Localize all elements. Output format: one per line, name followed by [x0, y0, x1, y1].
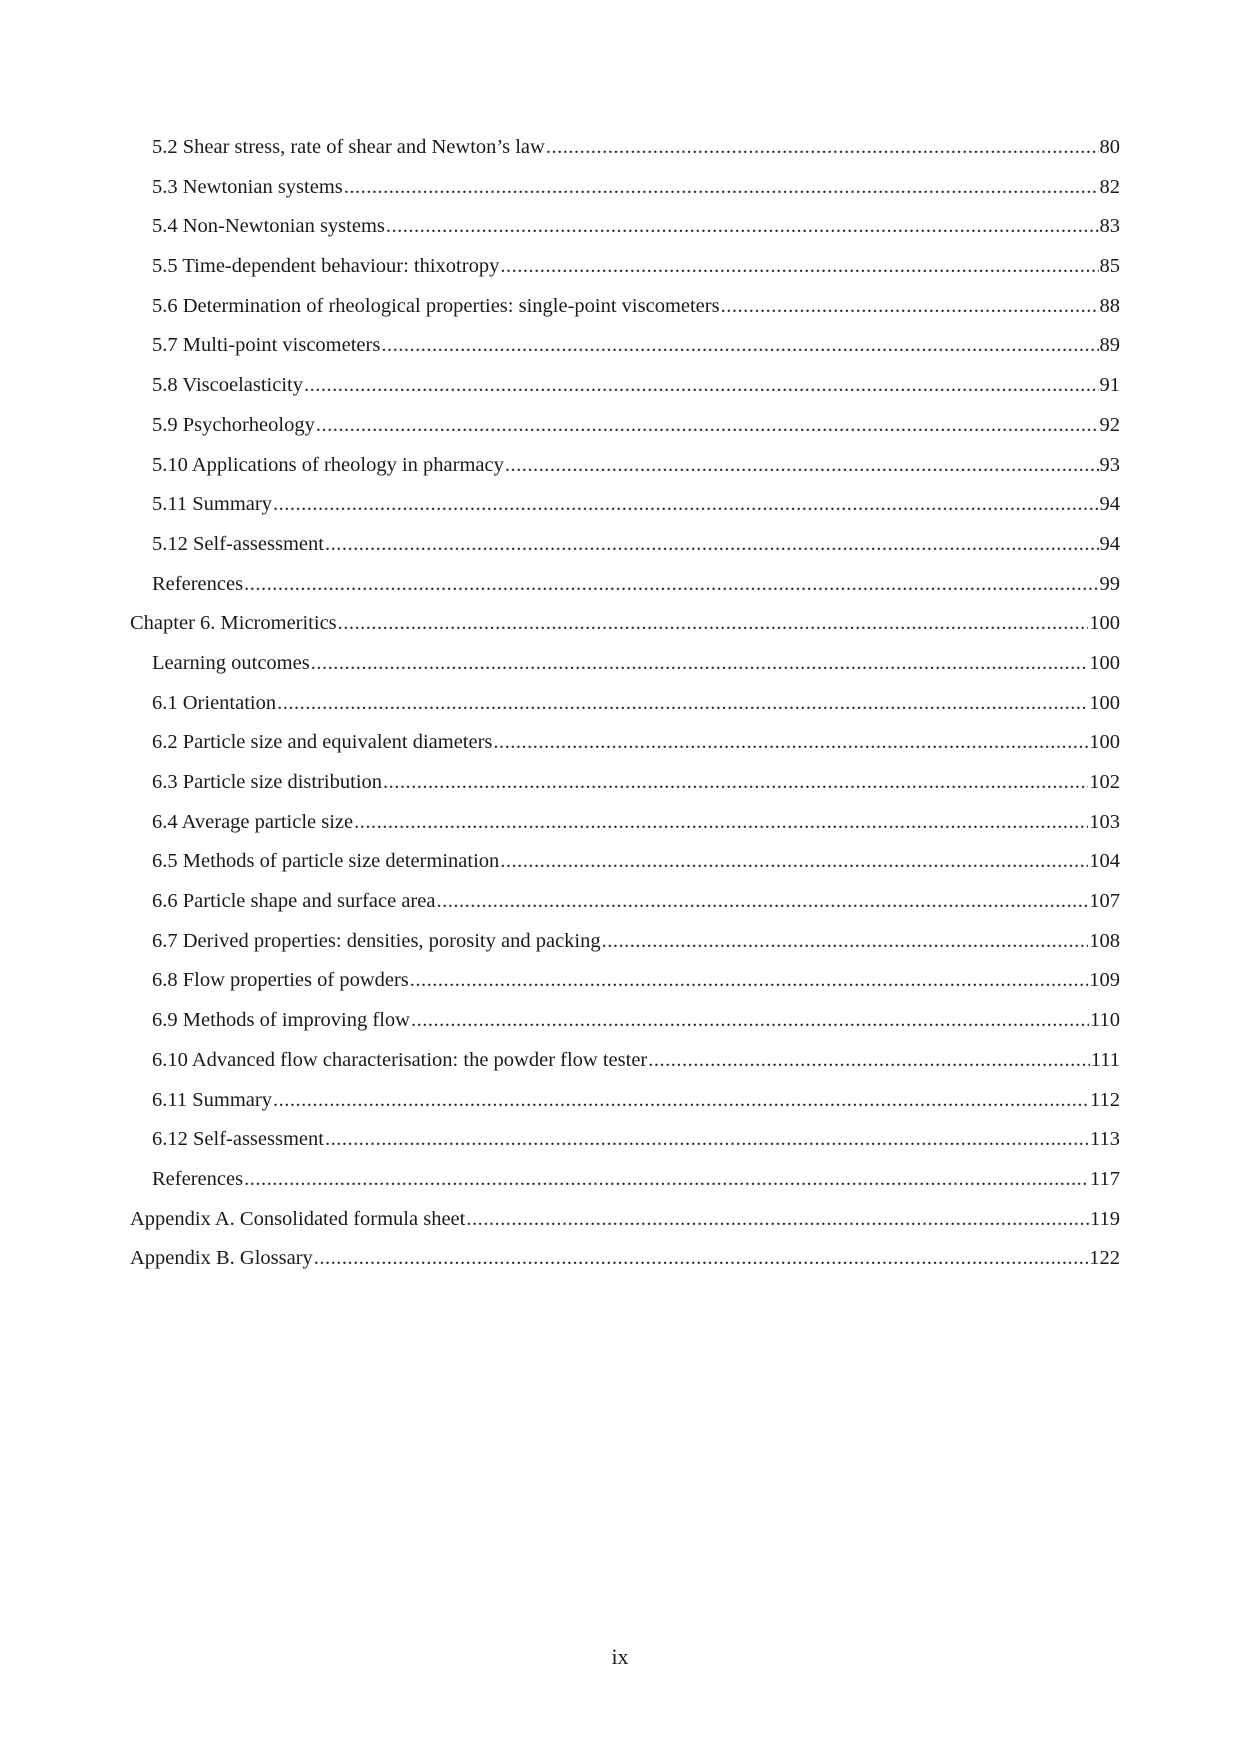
toc-entry-page: 108 — [1089, 929, 1120, 952]
toc-entry[interactable] — [130, 1160, 1120, 1200]
toc-dot-leader — [244, 565, 1098, 605]
toc-dot-leader — [500, 842, 1088, 882]
toc-entry-title: 5.4 Non-Newtonian systems — [152, 215, 385, 238]
toc-entry-title: 5.3 Newtonian systems — [152, 175, 343, 198]
toc-entry-title: 6.9 Methods of improving flow — [152, 1009, 410, 1032]
toc-entry[interactable] — [130, 287, 1120, 327]
toc-entry-page: 85 — [1099, 255, 1120, 278]
toc-entry-page: 122 — [1089, 1247, 1120, 1270]
toc-dot-leader — [493, 723, 1088, 763]
toc-entry-title: 5.11 Summary — [152, 493, 272, 516]
toc-entry[interactable] — [130, 247, 1120, 287]
toc-dot-leader — [602, 922, 1089, 962]
toc-entry-page: 107 — [1089, 890, 1120, 913]
toc-entry[interactable] — [130, 1120, 1120, 1160]
toc-entry-title: 6.10 Advanced flow characterisation: the powder flow tester — [152, 1048, 648, 1071]
toc-entry-page: 88 — [1099, 294, 1120, 317]
toc-dot-leader — [383, 763, 1088, 803]
toc-chapter-entry[interactable] — [130, 604, 1120, 644]
toc-dot-leader — [314, 1239, 1088, 1279]
toc-entry-page: 113 — [1090, 1128, 1120, 1151]
toc-entry[interactable] — [130, 168, 1120, 208]
toc-entry-title: 5.6 Determination of rheological properties: single-point viscometers — [152, 294, 720, 317]
toc-entry[interactable] — [130, 644, 1120, 684]
toc-dot-leader — [273, 485, 1099, 525]
toc-entry-title: 6.1 Orientation — [152, 691, 277, 714]
toc-entry-title: 5.10 Applications of rheology in pharmacy — [152, 453, 504, 476]
toc-entry[interactable] — [130, 684, 1120, 724]
toc-dot-leader — [721, 287, 1099, 327]
toc-entry-page: 93 — [1099, 453, 1120, 476]
toc-entry-page: 91 — [1099, 374, 1120, 397]
toc-entry-page: 100 — [1089, 651, 1120, 674]
toc-dot-leader — [411, 1001, 1089, 1041]
toc-entry-title: 6.7 Derived properties: densities, porosity and packing — [152, 929, 601, 952]
toc-entry-page: 83 — [1099, 215, 1120, 238]
toc-dot-leader — [273, 1081, 1089, 1121]
toc-entry[interactable] — [130, 366, 1120, 406]
toc-entry-title: 5.5 Time-dependent behaviour: thixotropy — [152, 255, 500, 278]
toc-dot-leader — [325, 1120, 1089, 1160]
toc-entry-page: 112 — [1090, 1088, 1120, 1111]
toc-entry[interactable] — [130, 1001, 1120, 1041]
toc-entry-page: 119 — [1090, 1207, 1120, 1230]
toc-entry-title: Chapter 6. Micromeritics — [130, 612, 337, 635]
toc-entry-page: 80 — [1099, 136, 1120, 158]
toc-entry[interactable] — [130, 1081, 1120, 1121]
toc-entry[interactable] — [130, 1041, 1120, 1081]
toc-entry-title: 5.2 Shear stress, rate of shear and Newton’s law — [152, 136, 545, 158]
toc-entry-page: 100 — [1089, 691, 1120, 714]
toc-entry-title: Appendix B. Glossary — [130, 1247, 313, 1270]
toc-entry[interactable] — [130, 803, 1120, 843]
toc-entry-page: 94 — [1099, 532, 1120, 555]
toc-appendix-entry[interactable] — [130, 1239, 1120, 1279]
toc-entry-title: 5.12 Self-assessment — [152, 532, 324, 555]
toc-entry[interactable] — [130, 961, 1120, 1001]
toc-entry-page: 110 — [1090, 1009, 1120, 1032]
toc-entry[interactable] — [130, 406, 1120, 446]
toc-entry[interactable] — [130, 207, 1120, 247]
toc-entry[interactable] — [130, 763, 1120, 803]
toc-entry-title: 6.12 Self-assessment — [152, 1128, 324, 1151]
toc-entry-title: Appendix A. Consolidated formula sheet — [130, 1207, 466, 1230]
toc-entry-title: 5.7 Multi-point viscometers — [152, 334, 381, 357]
toc-dot-leader — [386, 207, 1099, 247]
toc-dot-leader — [244, 1160, 1089, 1200]
toc-dot-leader — [325, 525, 1099, 565]
toc-entry[interactable] — [130, 525, 1120, 565]
toc-dot-leader — [466, 1200, 1089, 1240]
toc-appendix-entry[interactable] — [130, 1200, 1120, 1240]
toc-entry-page: 94 — [1099, 493, 1120, 516]
table-of-contents — [130, 128, 1120, 1279]
toc-dot-leader — [354, 803, 1088, 843]
toc-entry-page: 100 — [1089, 731, 1120, 754]
toc-entry[interactable] — [130, 882, 1120, 922]
toc-entry-page: 102 — [1089, 771, 1120, 793]
toc-entry[interactable] — [130, 128, 1120, 168]
toc-dot-leader — [505, 446, 1099, 486]
toc-entry-page: 104 — [1089, 850, 1120, 873]
toc-entry[interactable] — [130, 723, 1120, 763]
toc-entry-title: 6.3 Particle size distribution — [152, 771, 383, 793]
toc-entry-title: References — [152, 572, 244, 595]
toc-dot-leader — [304, 366, 1099, 406]
toc-entry-page: 99 — [1099, 572, 1120, 595]
toc-entry-page: 103 — [1089, 810, 1120, 833]
toc-dot-leader — [381, 326, 1098, 366]
toc-dot-leader — [648, 1041, 1090, 1081]
toc-entry-page: 117 — [1090, 1167, 1120, 1190]
toc-entry-page: 82 — [1099, 175, 1120, 198]
toc-entry[interactable] — [130, 485, 1120, 525]
toc-entry[interactable] — [130, 842, 1120, 882]
toc-entry-title: 6.5 Methods of particle size determination — [152, 850, 500, 873]
toc-entry-page: 89 — [1099, 334, 1120, 357]
toc-entry-title: 6.4 Average particle size — [152, 810, 354, 833]
toc-dot-leader — [546, 128, 1099, 168]
toc-entry-page: 111 — [1090, 1048, 1120, 1071]
toc-entry-title: 5.9 Psychorheology — [152, 413, 315, 436]
toc-entry-title: 6.2 Particle size and equivalent diameters — [152, 731, 493, 754]
toc-entry-page: 92 — [1099, 413, 1120, 436]
toc-dot-leader — [338, 604, 1089, 644]
toc-entry-title: References — [152, 1167, 244, 1190]
toc-entry-page: 109 — [1089, 969, 1120, 992]
toc-dot-leader — [316, 406, 1099, 446]
toc-entry-title: 5.8 Viscoelasticity — [152, 374, 303, 397]
toc-dot-leader — [344, 168, 1099, 208]
page-number: ix — [611, 1644, 629, 1669]
toc-entry-title: 6.8 Flow properties of powders — [152, 969, 409, 992]
toc-dot-leader — [277, 684, 1088, 724]
toc-dot-leader — [500, 247, 1098, 287]
toc-entry-title: 6.6 Particle shape and surface area — [152, 890, 436, 913]
toc-entry[interactable] — [130, 326, 1120, 366]
toc-entry-title: Learning outcomes — [152, 651, 310, 674]
toc-entry-page: 100 — [1089, 612, 1120, 635]
toc-dot-leader — [311, 644, 1089, 684]
toc-dot-leader — [436, 882, 1088, 922]
toc-entry[interactable] — [130, 922, 1120, 962]
toc-dot-leader — [410, 961, 1088, 1001]
toc-entry[interactable] — [130, 565, 1120, 605]
toc-entry[interactable] — [130, 446, 1120, 486]
toc-entry-title: 6.11 Summary — [152, 1088, 272, 1111]
